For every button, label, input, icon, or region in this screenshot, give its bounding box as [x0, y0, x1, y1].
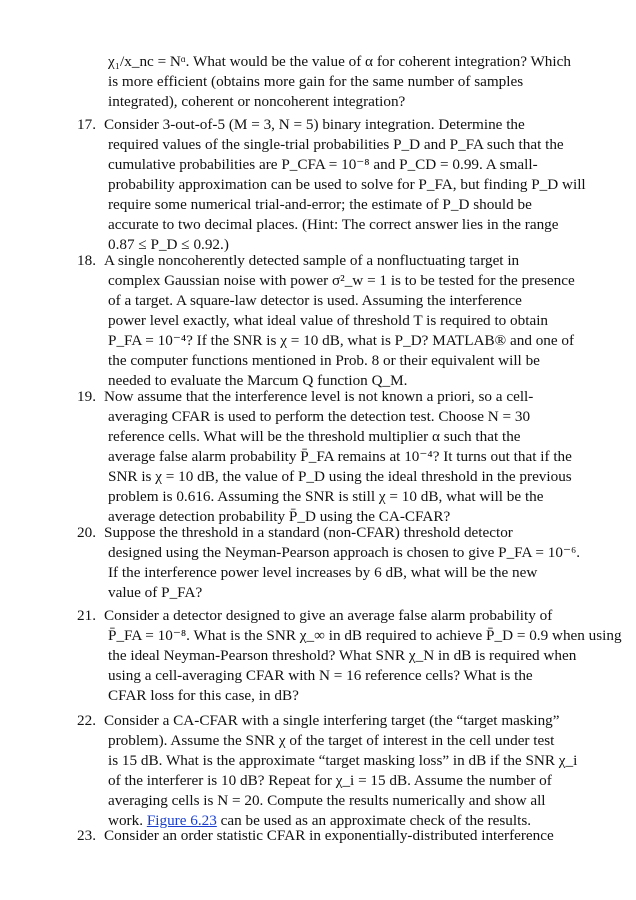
figure-6-23-link[interactable]: Figure 6.23	[146, 812, 217, 829]
text-line: cumulative probabilities are P_CFA = 10⁻⁸ and P_CD = 0.99. A small-	[108, 156, 538, 173]
text-line: is 15 dB. What is the approximate “target masking loss” in dB if the SNR χ_i	[108, 752, 578, 769]
text-line: P_FA = 10⁻⁴? If the SNR is χ = 10 dB, what is P_D? MATLAB® and one of	[108, 332, 575, 349]
text-line: value of P_FA?	[108, 584, 203, 601]
problem-number: 23.	[77, 827, 96, 844]
text-line: Consider a CA-CFAR with a single interfering target (the “target masking”	[104, 712, 560, 729]
text-line: average detection probability P̄_D using the CA-CFAR?	[108, 508, 451, 525]
text-line: required values of the single-trial probabilities P_D and P_FA such that the	[108, 136, 564, 153]
problem-number: 21.	[77, 607, 96, 624]
text-line: A single noncoherently detected sample of a nonfluctuating target in	[104, 252, 520, 269]
problem-number: 17.	[77, 116, 96, 133]
problem-number: 19.	[77, 388, 96, 405]
problem-number: 18.	[77, 252, 96, 269]
text-line: probability approximation can be used to solve for P_FA, but finding P_D will	[108, 176, 586, 193]
text-line: χ₁/x_nc = Nᵅ. What would be the value of α for coherent integration? Which	[108, 53, 571, 70]
text-line: CFAR loss for this case, in dB?	[108, 687, 299, 704]
text-line: require some numerical trial-and-error; the estimate of P_D should be	[108, 196, 532, 213]
text-line: 0.87 ≤ P_D ≤ 0.92.)	[108, 236, 229, 253]
text-line: integrated), coherent or noncoherent integration?	[108, 93, 406, 110]
text-line: using a cell-averaging CFAR with N = 16 reference cells? What is the	[108, 667, 533, 684]
text-line: accurate to two decimal places. (Hint: The correct answer lies in the range	[108, 216, 559, 233]
text-line: Now assume that the interference level is not known a priori, so a cell-	[104, 388, 534, 405]
text-line: of the interferer is 10 dB? Repeat for χ_i = 15 dB. Assume the number of	[108, 772, 552, 789]
text-line: Consider 3-out-of-5 (M = 3, N = 5) binary integration. Determine the	[104, 116, 525, 133]
text-line: problem is 0.616. Assuming the SNR is still χ = 10 dB, what will be the	[108, 488, 544, 505]
text-fragment: can be used as an approximate check of the results.	[220, 812, 532, 829]
text-line: designed using the Neyman-Pearson approach is chosen to give P_FA = 10⁻⁶.	[108, 544, 581, 561]
text-line: complex Gaussian noise with power σ²_w = 1 is to be tested for the presence	[108, 272, 575, 289]
text-fragment: work.	[108, 812, 144, 829]
text-line: needed to evaluate the Marcum Q function Q_M.	[108, 372, 408, 389]
text-line: Consider a detector designed to give an average false alarm probability of	[104, 607, 553, 624]
text-line: reference cells. What will be the threshold multiplier α such that the	[108, 428, 521, 445]
text-line: Consider an order statistic CFAR in exponentially-distributed interference	[104, 827, 554, 844]
text-line: power level exactly, what ideal value of threshold T is required to obtain	[108, 312, 549, 329]
text-line: is more efficient (obtains more gain for the same number of samples	[108, 73, 524, 90]
text-line: average false alarm probability P̄_FA remains at 10⁻⁴? It turns out that if the	[108, 448, 572, 465]
text-line: averaging cells is N = 20. Compute the results numerically and show all	[108, 792, 546, 809]
text-line: the computer functions mentioned in Prob. 8 or their equivalent will be	[108, 352, 540, 369]
text-line: problem). Assume the SNR χ of the target of interest in the cell under test	[108, 732, 555, 749]
text-line: SNR is χ = 10 dB, the value of P_D using the ideal threshold in the previous	[108, 468, 572, 485]
text-line: averaging CFAR is used to perform the detection test. Choose N = 30	[108, 408, 531, 425]
problem-number: 20.	[77, 524, 96, 541]
text-line: Suppose the threshold in a standard (non-CFAR) threshold detector	[104, 524, 513, 541]
text-line: P̄_FA = 10⁻⁸. What is the SNR χ_∞ in dB required to achieve P̄_D = 0.9 when using	[108, 627, 622, 644]
text-line: If the interference power level increases by 6 dB, what will be the new	[108, 564, 538, 581]
text-line: of a target. A square-law detector is used. Assuming the interference	[108, 292, 522, 309]
text-line: the ideal Neyman-Pearson threshold? What SNR χ_N in dB is required when	[108, 647, 577, 664]
problem-number: 22.	[77, 712, 96, 729]
